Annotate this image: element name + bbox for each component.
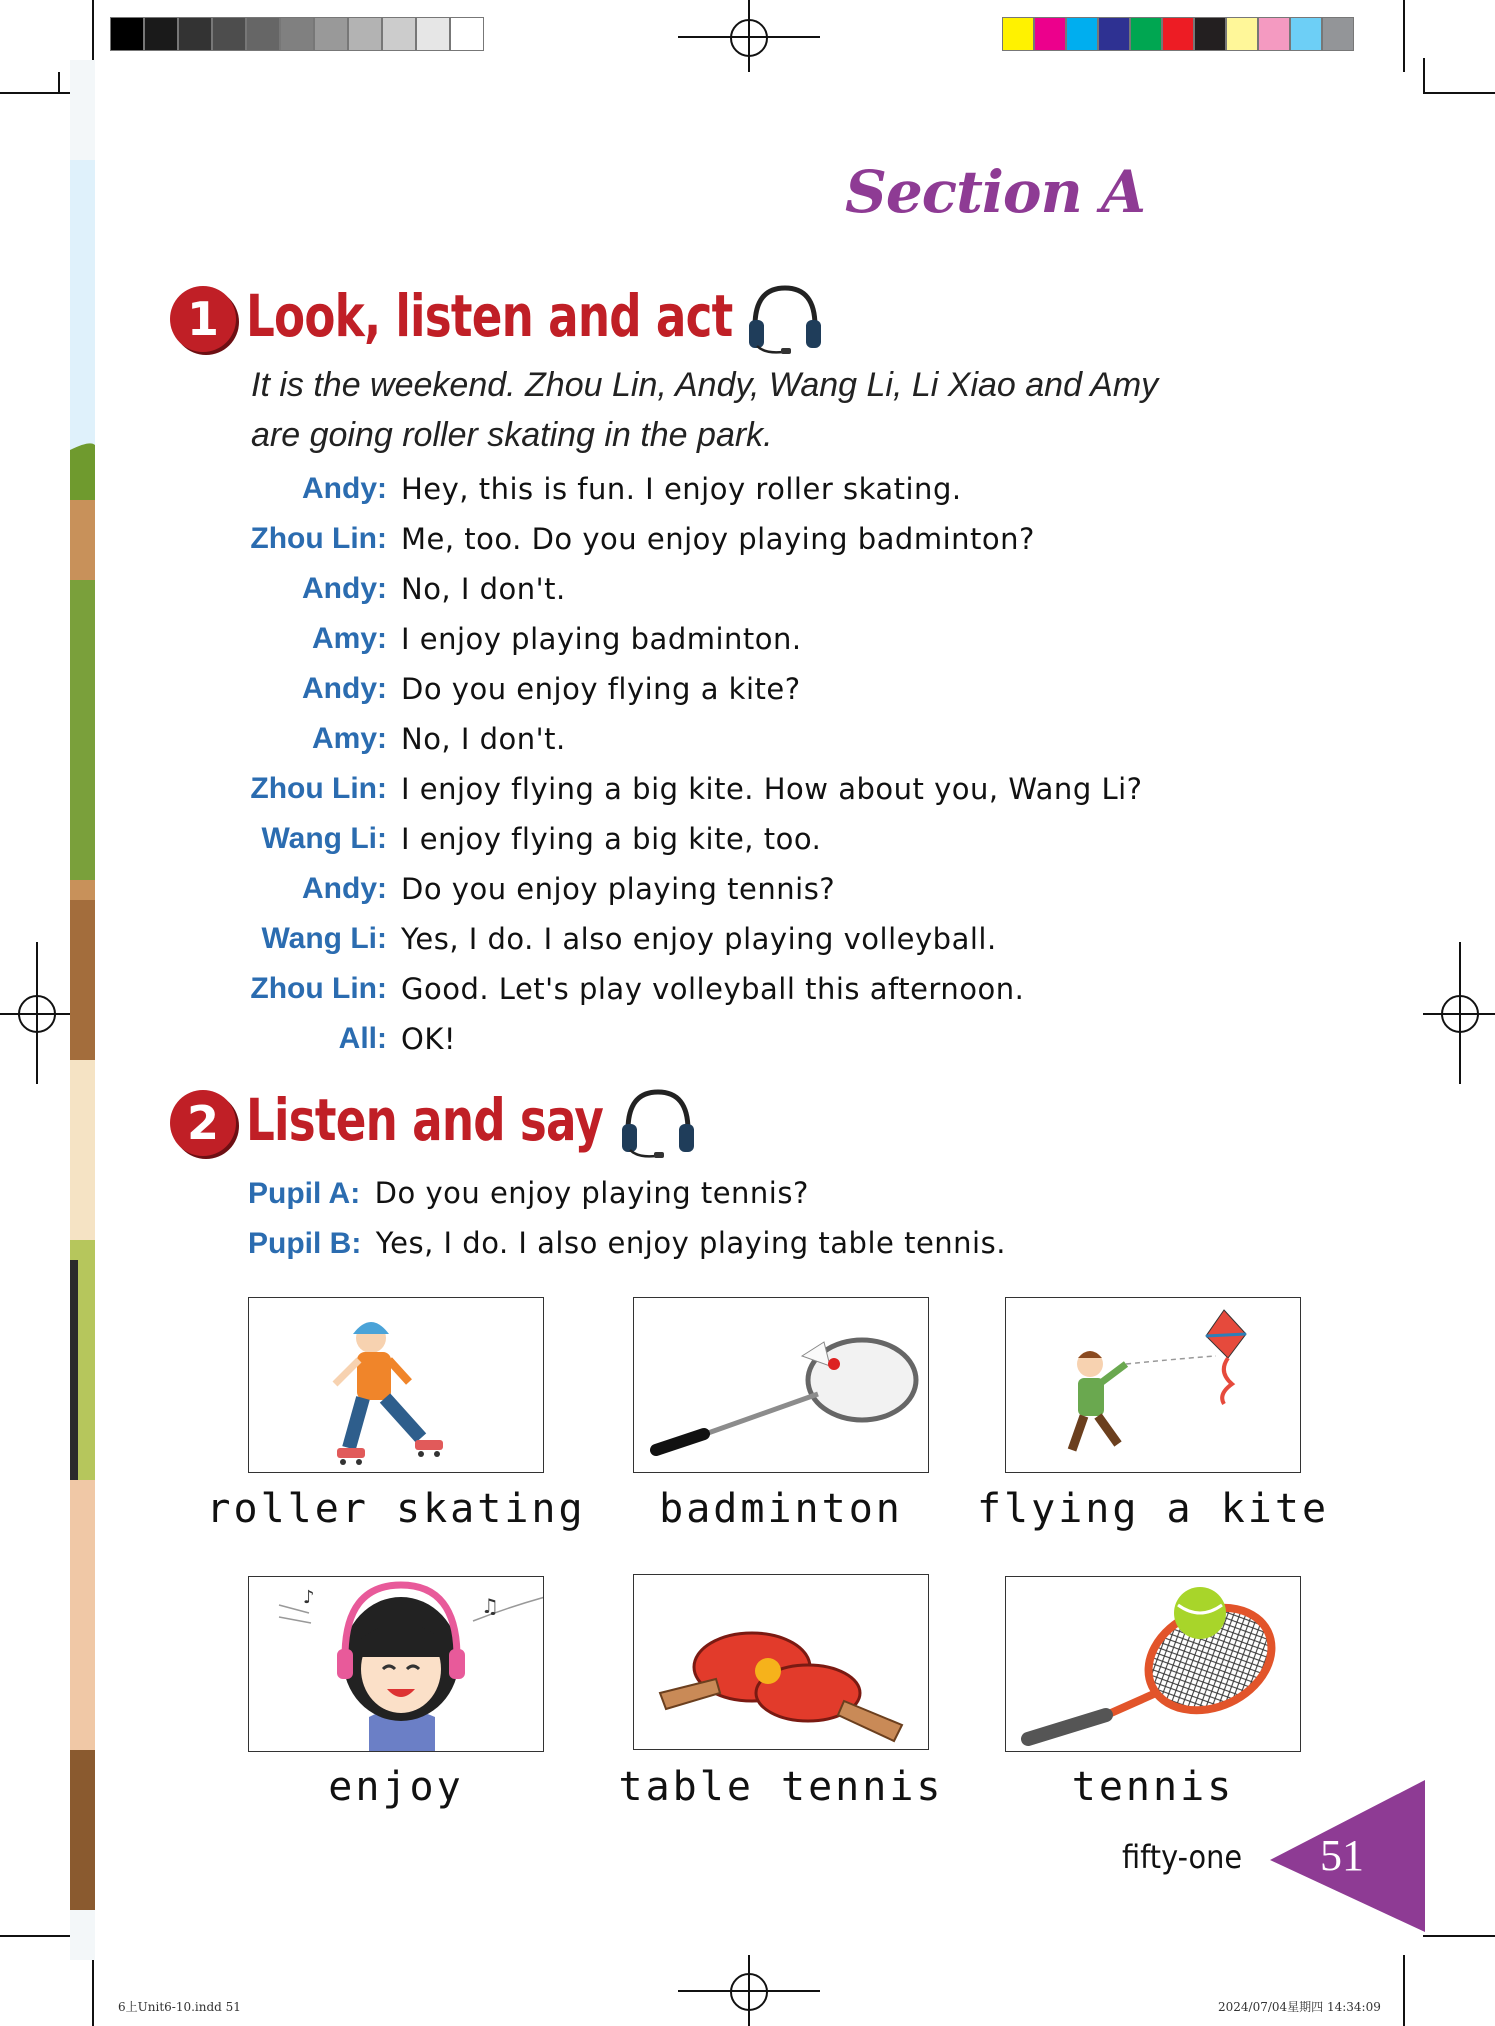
dialogue-text: Me, too. Do you enjoy playing badminton? bbox=[401, 522, 1035, 556]
speaker-name: Pupil B: bbox=[248, 1227, 362, 1260]
dialogue-line bbox=[180, 522, 1180, 566]
speaker-name: Wang Li: bbox=[261, 822, 387, 855]
dialogue-line bbox=[180, 722, 1180, 766]
dialogue-line bbox=[180, 1022, 1180, 1066]
pupil-dialogue-line bbox=[248, 1226, 1006, 1270]
dialogue-text: Hey, this is fun. I enjoy roller skating. bbox=[401, 472, 962, 506]
page-number-word: fifty-one bbox=[1122, 1838, 1243, 1876]
vocab-word: enjoy bbox=[328, 1764, 464, 1810]
speaker-name: Andy: bbox=[302, 572, 387, 605]
dialogue-text: Do you enjoy flying a kite? bbox=[401, 672, 801, 706]
part1-heading: Look, listen and act bbox=[246, 282, 733, 350]
dialogue-line bbox=[180, 922, 1180, 966]
dialogue-line bbox=[180, 822, 1180, 866]
dialogue-line bbox=[180, 572, 1180, 616]
headphones-icon[interactable] bbox=[618, 1086, 698, 1165]
dialogue-text: I enjoy playing badminton. bbox=[401, 622, 802, 656]
dialogue-text: I enjoy flying a big kite. How about you, Wang Li? bbox=[401, 772, 1143, 806]
part1-intro-line1: It is the weekend. Zhou Lin, Andy, Wang Li, Li Xiao and Amy bbox=[251, 366, 1159, 404]
tennis-racket-image bbox=[1005, 1576, 1301, 1752]
speaker-name: Pupil A: bbox=[248, 1177, 361, 1210]
dialogue-line bbox=[180, 872, 1180, 916]
dialogue-text: Yes, I do. I also enjoy playing table tennis. bbox=[375, 1226, 1006, 1260]
speaker-name: Andy: bbox=[302, 672, 387, 705]
dialogue-text: Do you enjoy playing tennis? bbox=[401, 872, 836, 906]
dialogue-text: I enjoy flying a big kite, too. bbox=[401, 822, 822, 856]
left-illustration-strip bbox=[70, 60, 95, 1960]
dialogue-text: Good. Let's play volleyball this afternoon. bbox=[401, 972, 1025, 1006]
page-number: 51 bbox=[1320, 1831, 1364, 1880]
speaker-name: Zhou Lin: bbox=[250, 772, 387, 805]
speaker-name: Amy: bbox=[311, 622, 387, 655]
footer-file-info: 6上Unit6-10.indd 51 bbox=[118, 2000, 241, 2014]
speaker-name: Wang Li: bbox=[261, 922, 387, 955]
speaker-name: Andy: bbox=[302, 472, 387, 505]
part2-heading: Listen and say bbox=[246, 1086, 604, 1154]
dialogue-text: No, I don't. bbox=[401, 572, 566, 606]
svg-text:♫: ♫ bbox=[481, 1594, 499, 1618]
speaker-name: Andy: bbox=[302, 872, 387, 905]
pupil-dialogue-line bbox=[248, 1176, 809, 1220]
dialogue-text: OK! bbox=[401, 1022, 456, 1056]
vocab-word: flying a kite bbox=[976, 1486, 1330, 1532]
dialogue-text: No, I don't. bbox=[401, 722, 566, 756]
footer-timestamp: 2024/07/04星期四 14:34:09 bbox=[1218, 2000, 1381, 2014]
speaker-name: All: bbox=[338, 1022, 387, 1055]
dialogue-text: Do you enjoy playing tennis? bbox=[374, 1176, 809, 1210]
badminton-racket-image bbox=[633, 1297, 929, 1473]
vocab-word: roller skating bbox=[206, 1486, 586, 1532]
headphones-icon[interactable] bbox=[745, 282, 825, 361]
speaker-name: Amy: bbox=[311, 722, 387, 755]
vocab-word: tennis bbox=[1071, 1764, 1235, 1810]
table-tennis-paddles-image bbox=[633, 1574, 929, 1750]
dialogue-line bbox=[180, 622, 1180, 666]
dialogue-line bbox=[180, 472, 1180, 516]
kite-flyer-image bbox=[1005, 1297, 1301, 1473]
dialogue-line bbox=[180, 972, 1180, 1016]
roller-skater-image bbox=[248, 1297, 544, 1473]
dialogue-line bbox=[180, 672, 1180, 716]
part1-number-badge: 1 bbox=[170, 286, 236, 352]
section-title: Section A bbox=[845, 158, 1145, 226]
vocab-word: badminton bbox=[659, 1486, 903, 1532]
girl-headphones-image bbox=[248, 1576, 544, 1752]
speaker-name: Zhou Lin: bbox=[250, 522, 387, 555]
part2-number-badge: 2 bbox=[170, 1090, 236, 1156]
vocab-word: table tennis bbox=[618, 1764, 944, 1810]
speaker-name: Zhou Lin: bbox=[250, 972, 387, 1005]
svg-text:♪: ♪ bbox=[303, 1587, 315, 1608]
part1-intro-line2: are going roller skating in the park. bbox=[251, 416, 773, 454]
dialogue-line bbox=[180, 772, 1180, 816]
dialogue-text: Yes, I do. I also enjoy playing volleyball. bbox=[401, 922, 997, 956]
